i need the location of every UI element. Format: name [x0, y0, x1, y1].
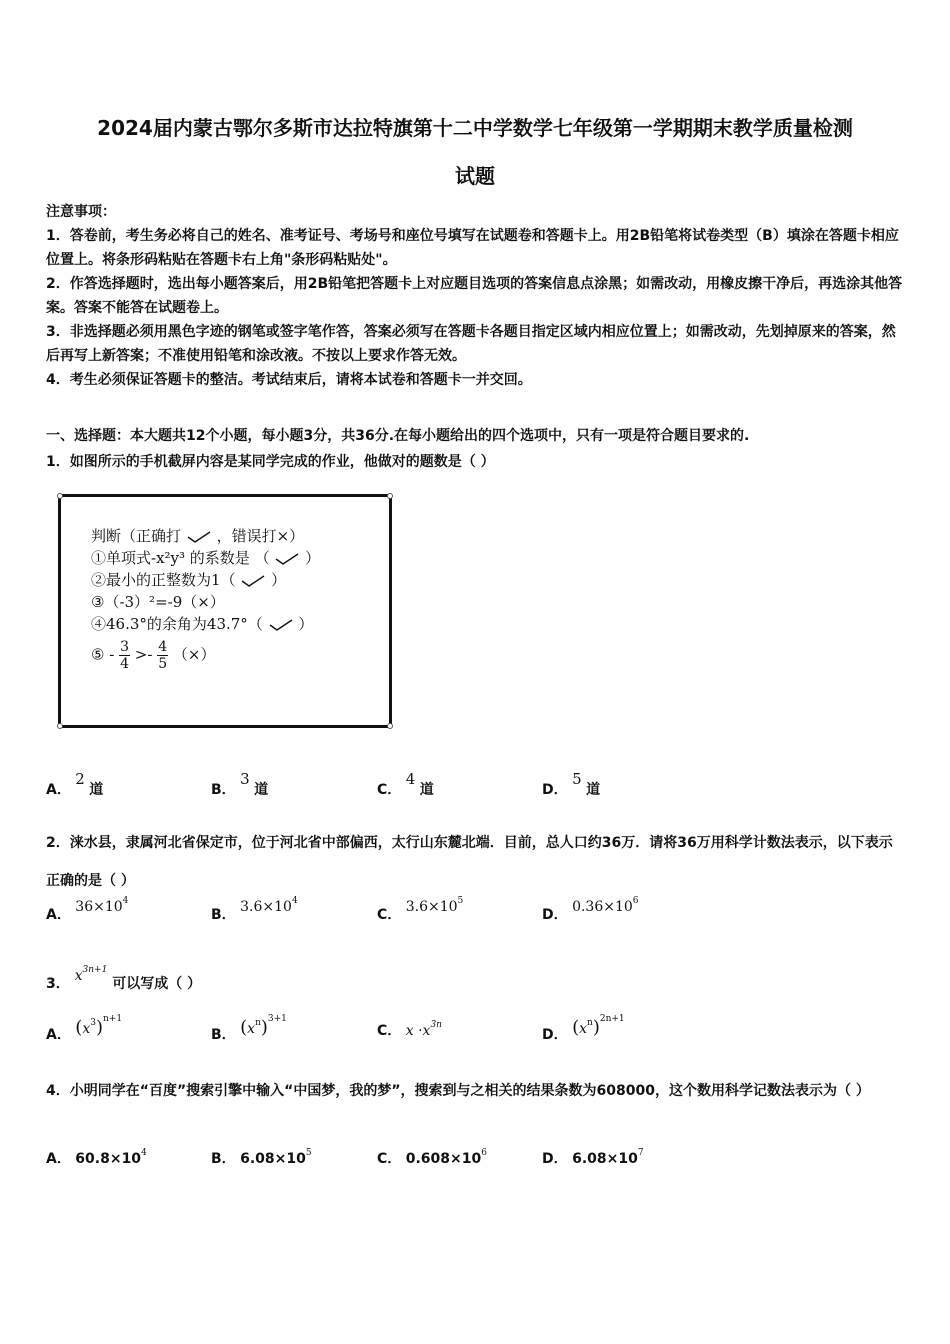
question-3-stem: 3． $x^{3n+1}$ 可以写成（ ）	[46, 965, 202, 992]
option-a[interactable]: A． 2 道	[46, 770, 104, 798]
corner-handle	[387, 723, 393, 729]
notes-heading: 注意事项：	[46, 204, 116, 220]
notes	[46, 200, 906, 392]
corner-handle	[57, 723, 63, 729]
notes-item: 2．作答选择题时，选出每小题答案后，用2B铅笔把答题卡上对应题目选项的答案信息点涂黑；如需改动，用橡皮擦干净后，再选涂其他答案。答案不能答在试题卷上。	[46, 276, 903, 316]
figure-line: ③（-3）²=-9（×）	[91, 593, 225, 611]
notes-item: 1．答卷前，考生务必将自己的姓名、准考证号、考场号和座位号填写在试题卷和答题卡上。用2B铅笔将试卷类型（B）填涂在答题卡相应位置上。将条形码粘贴在答题卡右上角"条形码粘贴处"。	[46, 228, 899, 268]
option-b[interactable]: B． 3 道	[211, 770, 269, 798]
figure-line: ②最小的正整数为1（ ）	[91, 571, 287, 589]
question-4-stem: 4．小明同学在“百度”搜索引擎中输入“中国梦，我的梦”，搜索到与之相关的结果条数为608000，这个数用科学记数法表示为（ ）	[46, 1083, 870, 1099]
section-heading: 一、选择题：本大题共12个小题，每小题3分，共36分.在每小题给出的四个选项中，只有一项是符合题目要求的.	[46, 428, 750, 444]
option-c[interactable]: C． 4 道	[377, 770, 434, 798]
option-b[interactable]: B． $(x^n)^{3+1}$	[211, 1014, 287, 1043]
question-2-stem: 2．涞水县，隶属河北省保定市，位于河北省中部偏西，太行山东麓北端．目前，总人口约36万．请将36万用科学计数法表示，以下表示正确的是（ ）	[46, 835, 893, 889]
figure-line: ④46.3°的余角为43.7°（ ）	[91, 615, 314, 633]
option-a[interactable]: A． $(x^3)^{n+1}$	[46, 1014, 123, 1043]
question-1-options	[46, 770, 906, 800]
question-2-options	[46, 896, 906, 934]
fraction: $\frac{3}{4}$	[120, 639, 129, 672]
figure-text	[91, 525, 320, 672]
checkmark-icon	[268, 618, 294, 632]
checkmark-icon	[274, 552, 300, 566]
figure-line: ①单项式-x²y³ 的系数是 （ ）	[91, 549, 321, 567]
figure-line: ⑤ - $\frac{3}{4}$ >- $\frac{4}{5}$ （×）	[91, 639, 216, 672]
notes-item: 3．非选择题必须用黑色字迹的钢笔或签字笔作答，答案必须写在答题卡各题目指定区域内相应位置上；如需改动，先划掉原来的答案，然后再写上新答案；不准使用铅笔和涂改液。不按以上要求作答无效。	[46, 324, 896, 364]
option-a[interactable]: A． $36\times 10^4$	[46, 896, 129, 923]
page-title-line2: 试题	[455, 164, 495, 188]
question-1-stem: 1．如图所示的手机截屏内容是某同学完成的作业，他做对的题数是（ ）	[46, 454, 495, 470]
checkmark-icon	[186, 530, 212, 544]
corner-handle	[57, 493, 63, 499]
option-d[interactable]: D． 5 道	[542, 770, 601, 798]
option-b[interactable]: B． $3.6\times 10^4$	[211, 896, 298, 923]
checkmark-icon	[240, 574, 266, 588]
corner-handle	[387, 493, 393, 499]
question-4-options	[46, 1148, 906, 1178]
page-title: 2024届内蒙古鄂尔多斯市达拉特旗第十二中学数学七年级第一学期期末教学质量检测	[97, 116, 853, 140]
option-a[interactable]: A． $60.8\times 10^4$	[46, 1148, 147, 1167]
option-d[interactable]: D． $6.08\times 10^7$	[542, 1148, 644, 1167]
option-b[interactable]: B． $6.08\times 10^5$	[211, 1148, 312, 1167]
fraction: $\frac{4}{5}$	[158, 639, 168, 672]
option-c[interactable]: C． $x \cdot x^{3n}$	[377, 1020, 442, 1039]
homework-screenshot-figure	[58, 494, 392, 728]
option-c[interactable]: C． $0.608\times 10^6$	[377, 1148, 487, 1167]
notes-item: 4．考生必须保证答题卡的整洁。考试结束后，请将本试卷和答题卡一并交回。	[46, 372, 532, 388]
option-d[interactable]: D． $0.36\times 10^6$	[542, 896, 639, 923]
option-d[interactable]: D． $(x^n)^{2n+1}$	[542, 1014, 625, 1043]
figure-line: 判断（正确打 ，错误打×）	[91, 527, 305, 545]
option-c[interactable]: C． $3.6\times 10^5$	[377, 896, 464, 923]
question-3-options	[46, 1014, 906, 1050]
